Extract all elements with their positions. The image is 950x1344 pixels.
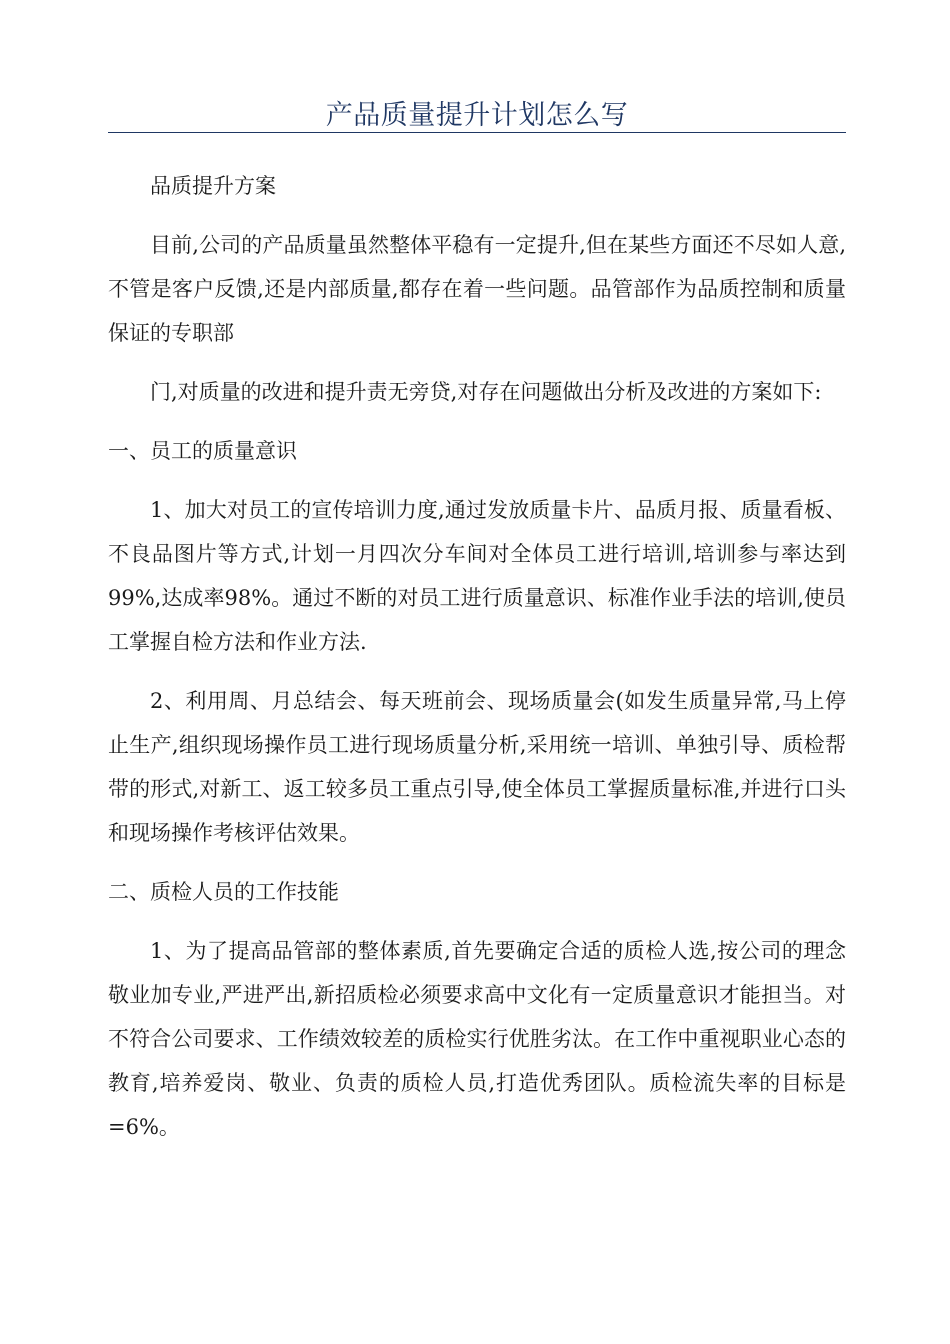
title-underline: [108, 132, 846, 133]
section-heading-inspector-skills: 二、质检人员的工作技能: [108, 880, 339, 904]
section-heading-employee-awareness: 一、员工的质量意识: [108, 439, 297, 463]
paragraph-intro: 目前,公司的产品质量虽然整体平稳有一定提升,但在某些方面还不尽如人意,不管是客户反馈,还是内部质量,都存在着一些问题。品管部作为品质控制和质量保证的专职部: [108, 233, 846, 345]
paragraph-item-1-training: 1、加大对员工的宣传培训力度,通过发放质量卡片、品质月报、质量看板、不良品图片等方式,计划一月四次分车间对全体员工进行培训,培训参与率达到99%,达成率98%。通过不断的对员工进行质量意识、标准作业手法的培训,使员工掌握自检方法和作业方法.: [108, 498, 846, 654]
document-title: 产品质量提升计划怎么写: [325, 100, 629, 131]
paragraph-item-2-meetings: 2、利用周、月总结会、每天班前会、现场质量会(如发生质量异常,马上停止生产,组织现场操作员工进行现场质量分析,采用统一培训、单独引导、质检帮带的形式,对新工、返工较多员工重点引导,使全体员工掌握质量标准,并进行口头和现场操作考核评估效果。: [108, 689, 846, 845]
paragraph-intro-continued: 门,对质量的改进和提升责无旁贷,对存在问题做出分析及改进的方案如下:: [150, 380, 822, 404]
document-body: [108, 164, 846, 1164]
paragraph-subtitle: 品质提升方案: [150, 174, 276, 198]
paragraph-item-1-inspectors: 1、为了提高品管部的整体素质,首先要确定合适的质检人选,按公司的理念敬业加专业,严进严出,新招质检必须要求高中文化有一定质量意识才能担当。对不符合公司要求、工作绩效较差的质检实行优胜劣汰。在工作中重视职业心态的教育,培养爱岗、敬业、负责的质检人员,打造优秀团队。质检流失率的目标是=6%。: [108, 939, 846, 1139]
